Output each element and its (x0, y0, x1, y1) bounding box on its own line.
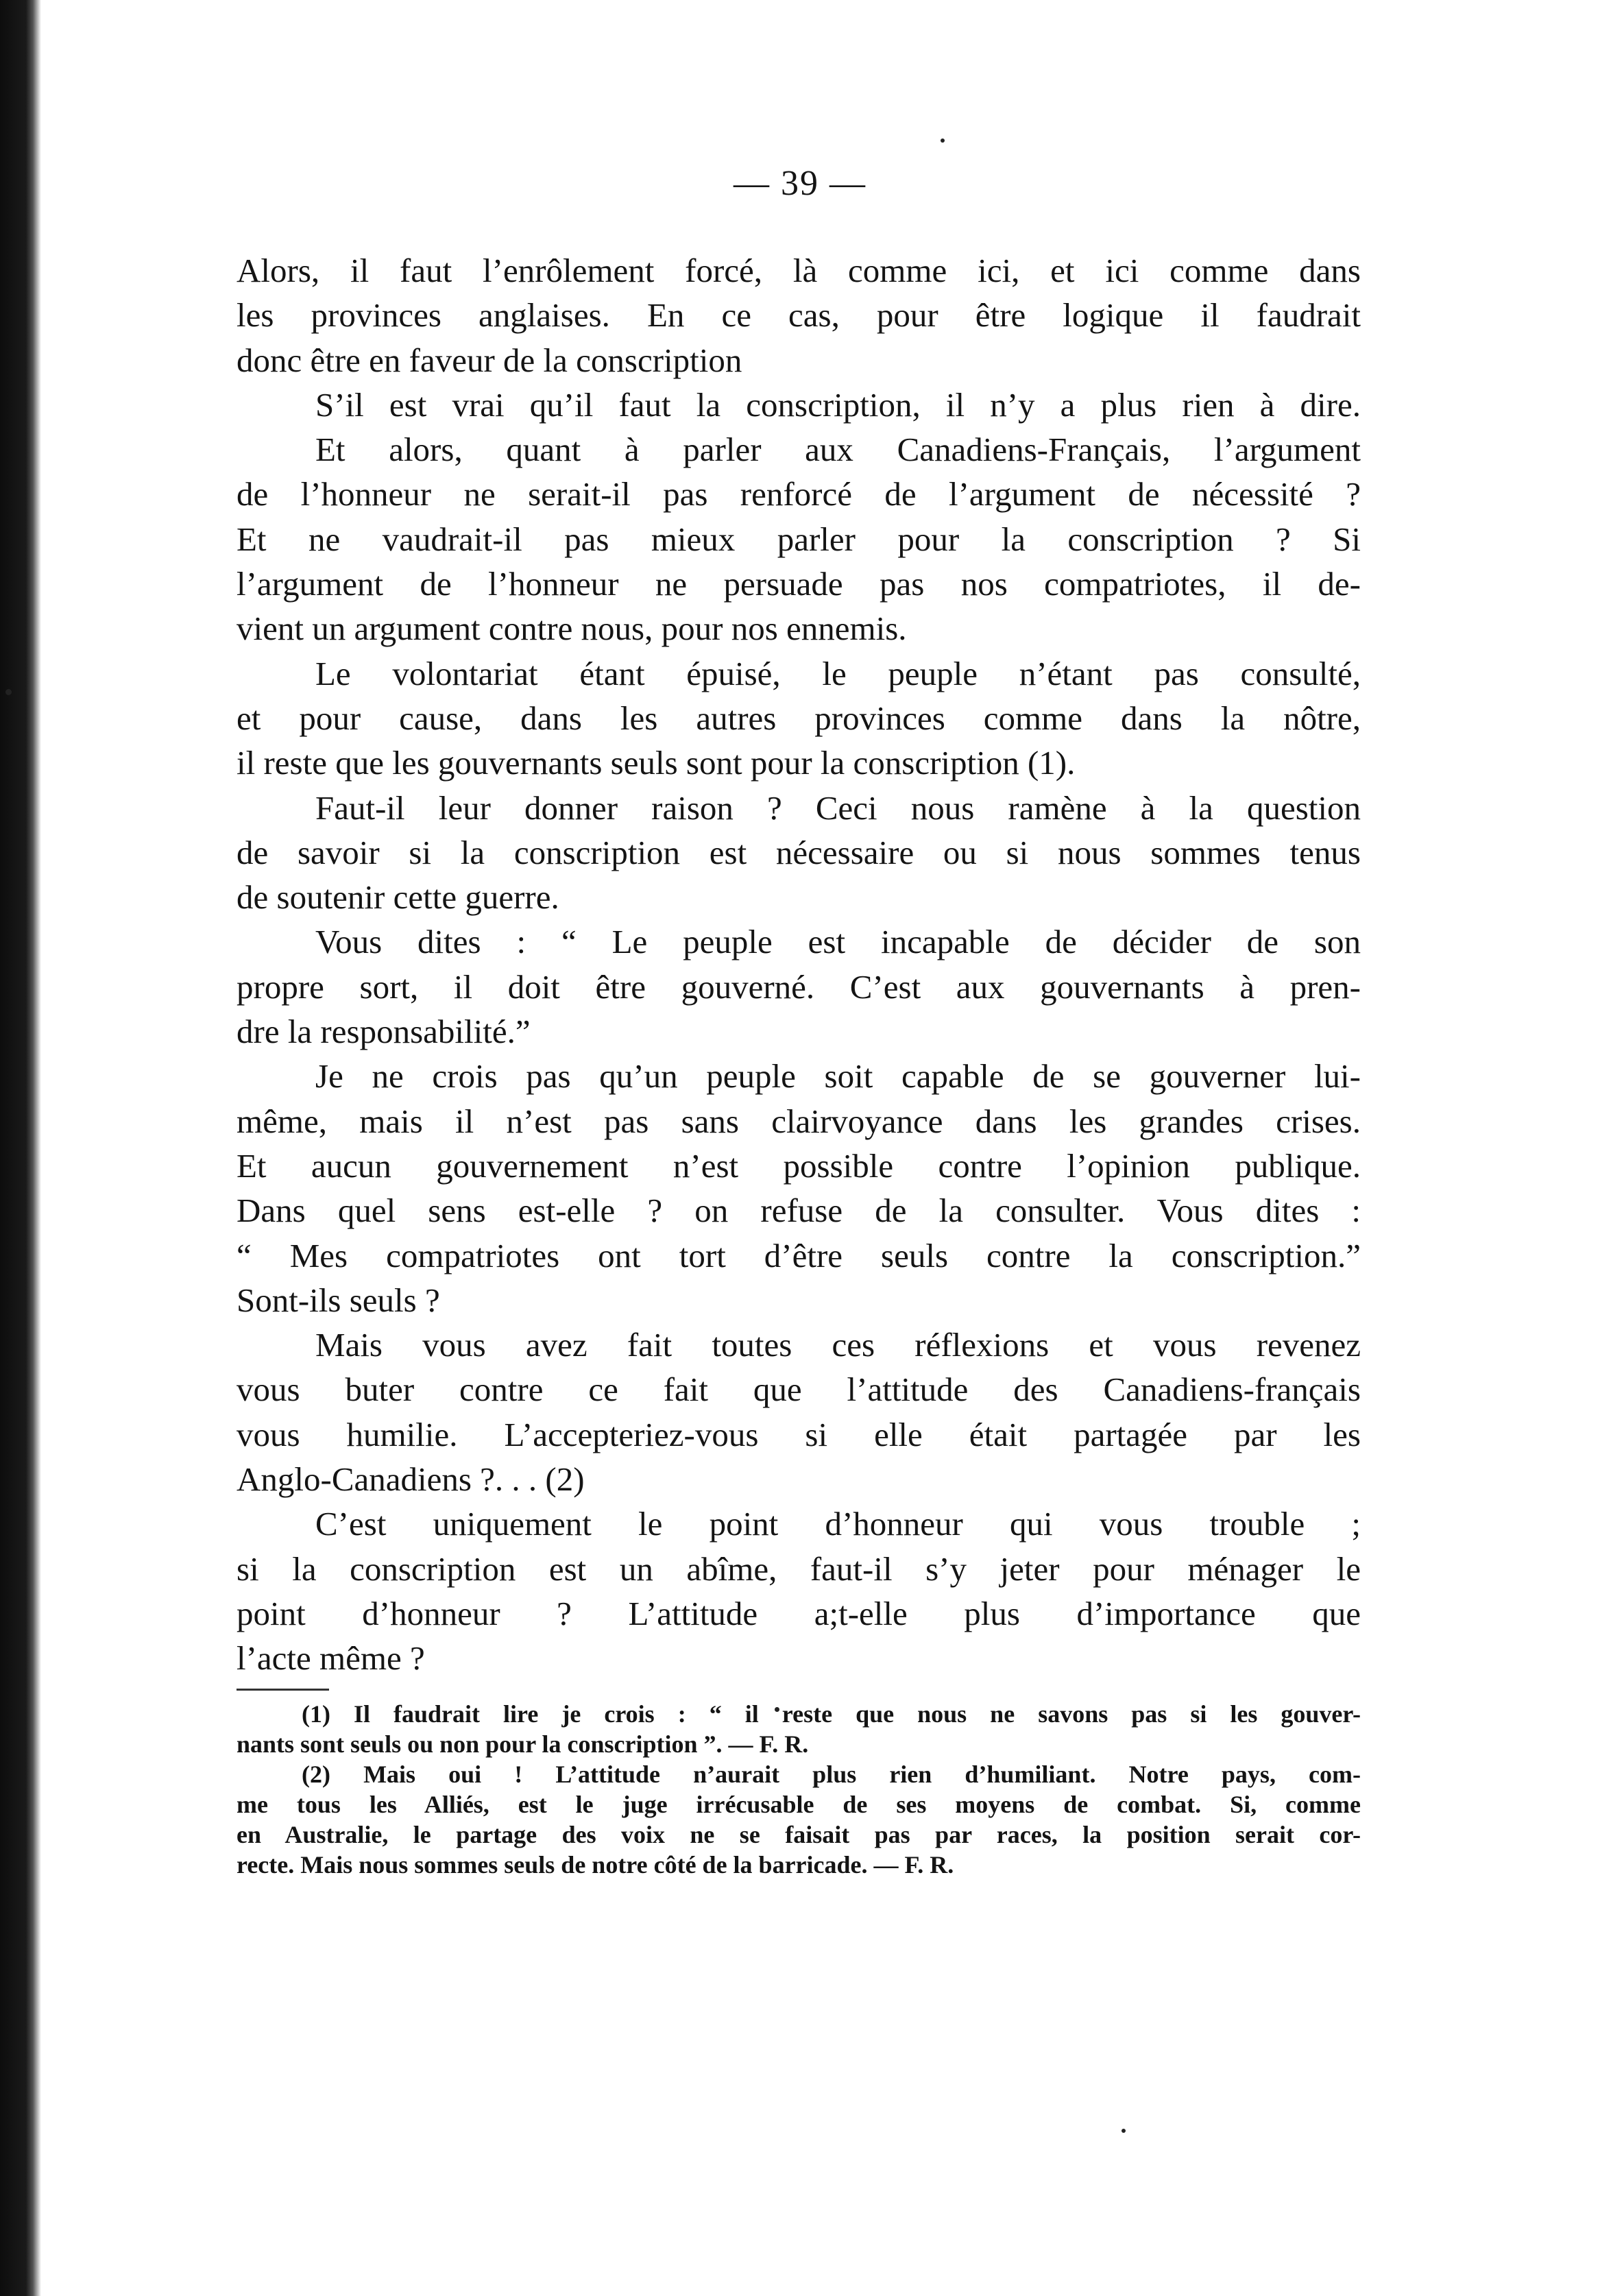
footnote-line: me tous les Alliés, est le juge irrécusable de ses moyens de combat. Si, comme (237, 1791, 1361, 1818)
text-line: Le volontariat étant épuisé, le peuple n’étant pas consulté, (315, 654, 1361, 692)
text-line: vous buter contre ce fait que l’attitude des Canadiens-français (237, 1370, 1361, 1409)
footnotes (237, 1699, 1361, 1880)
footnote-line: nants sont seuls ou non pour la conscription ”. — F. R. (237, 1730, 809, 1758)
text-line: vient un argument contre nous, pour nos ennemis. (237, 609, 907, 648)
footnote-separator (237, 1689, 329, 1691)
text-line: donc être en faveur de la conscription (237, 341, 742, 379)
text-line: Et ne vaudrait-il pas mieux parler pour la conscription ? Si (237, 520, 1361, 558)
text-line: “ Mes compatriotes ont tort d’être seuls contre la conscription.” (237, 1236, 1361, 1274)
text-line: point d’honneur ? L’attitude a;t-elle plus d’importance que (237, 1594, 1361, 1632)
text-line: dre la responsabilité.” (237, 1013, 531, 1051)
text-line: S’il est vrai qu’il faut la conscription, il n’y a plus rien à dire. (315, 385, 1361, 424)
text-line: Et alors, quant à parler aux Canadiens-Français, l’argument (315, 431, 1361, 469)
text-line: vous humilie. L’accepteriez-vous si elle était partagée par les (237, 1415, 1361, 1453)
page-number: — 39 — (734, 164, 866, 203)
text-line: Alors, il faut l’enrôlement forcé, là comme ici, et ici comme dans (237, 252, 1361, 289)
text-line: Et aucun gouvernement n’est possible contre l’opinion publique. (237, 1146, 1361, 1185)
footnote-line: (2) Mais oui ! L’attitude n’aurait plus rien d’humiliant. Notre pays, com- (302, 1761, 1361, 1788)
scan-speck (941, 138, 945, 143)
text-line: Anglo-Canadiens ?. . . (2) (237, 1460, 585, 1499)
footnote-line: (1) Il faudrait lire je crois : “ il reste que nous ne savons pas si les gouver- (302, 1700, 1361, 1728)
scan-speck (1122, 2129, 1126, 2133)
text-line: Mais vous avez fait toutes ces réflexions et vous revenez (315, 1326, 1361, 1364)
text-line: propre sort, il doit être gouverné. C’est aux gouvernants à pren- (237, 967, 1361, 1006)
text-line: C’est uniquement le point d’honneur qui vous trouble ; (315, 1505, 1361, 1543)
text-line: de l’honneur ne serait-il pas renforcé de l’argument de nécessité ? (237, 475, 1361, 513)
footnote-line: en Australie, le partage des voix ne se faisait pas par races, la position serait cor- (237, 1821, 1361, 1848)
page-binding-edge (0, 0, 41, 2296)
text-line: si la conscription est un abîme, faut-il s’y jeter pour ménager le (237, 1549, 1361, 1588)
text-line: l’argument de l’honneur ne persuade pas nos compatriotes, il de- (237, 565, 1361, 603)
text-line: Sont-ils seuls ? (237, 1281, 440, 1319)
text-line: il reste que les gouvernants seuls sont pour la conscription (1). (237, 744, 1076, 782)
text-line: de savoir si la conscription est nécessaire ou si nous sommes tenus (237, 833, 1361, 871)
text-line: les provinces anglaises. En ce cas, pour être logique il faudrait (237, 296, 1361, 335)
text-line: l’acte même ? (237, 1639, 425, 1678)
text-line: Vous dites : “ Le peuple est incapable de décider de son (315, 923, 1361, 961)
footnote-line: recte. Mais nous sommes seuls de notre côté de la barricade. — F. R. (237, 1851, 954, 1878)
text-line: même, mais il n’est pas sans clairvoyance dans les grandes crises. (237, 1102, 1361, 1140)
text-line: de soutenir cette guerre. (237, 878, 559, 917)
scan-speck (5, 689, 12, 695)
body-text (237, 248, 1361, 1681)
text-line: Dans quel sens est-elle ? on refuse de la consulter. Vous dites : (237, 1192, 1361, 1230)
text-line: Faut-il leur donner raison ? Ceci nous ramène à la question (315, 788, 1361, 827)
text-line: Je ne crois pas qu’un peuple soit capable de se gouverner lui- (315, 1057, 1361, 1096)
text-line: et pour cause, dans les autres provinces comme dans la nôtre, (237, 699, 1361, 737)
